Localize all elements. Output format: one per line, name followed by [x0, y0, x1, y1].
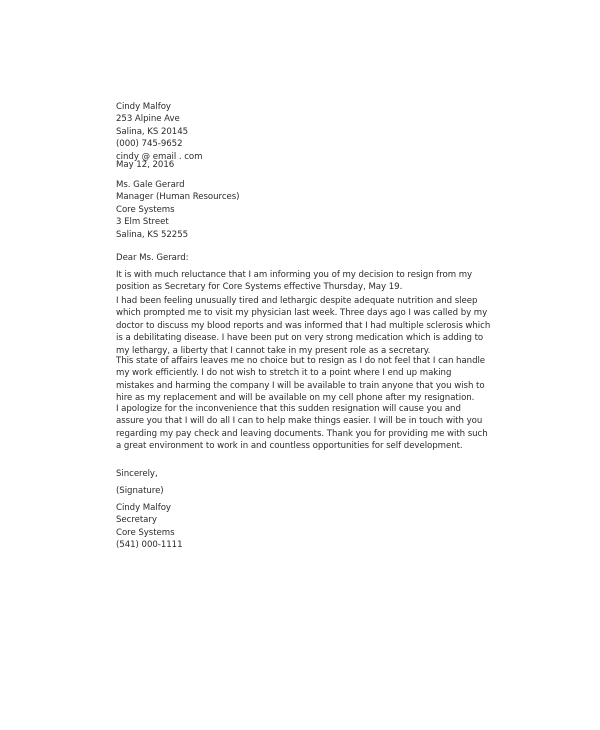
signer-title: Secretary: [116, 515, 157, 526]
salutation: Dear Ms. Gerard:: [116, 253, 189, 263]
closing: Sincerely,: [116, 469, 158, 479]
sender-address: [116, 101, 506, 163]
body-paragraph-4: I apologize for the inconvenience that this sudden resignation will cause you and assure you that I will do all I can to help make things easier. I will be in touch with you regarding my pay check and leaving documents. Thank you for providing me with such a great environment to work in and countless opportunities for self development.: [116, 404, 488, 452]
sender-email: cindy @ email . com: [116, 151, 203, 162]
recipient-title: Manager (Human Resources): [116, 192, 240, 203]
recipient-street: 3 Elm Street: [116, 217, 169, 228]
sender-phone: (000) 745-9652: [116, 139, 183, 150]
letter-date: May 12, 2016: [116, 160, 175, 170]
recipient-city: Salina, KS 52255: [116, 229, 189, 240]
recipient-address: [116, 179, 506, 241]
signer-name: Cindy Malfoy: [116, 503, 171, 513]
body-paragraph-2: I had been feeling unusually tired and lethargic despite adequate nutrition and sleep which prompted me to visit my physician last week. Three days ago I was called by my doctor to discuss my blood reports and was informed that I had multiple sclerosis which is a debilitating disease. I have been put on very strong medication which is adding to my lethargy, a liberty that I cannot take in my present role as a secretary.: [116, 296, 491, 356]
signature-placeholder: (Signature): [116, 486, 164, 496]
signer-details: [116, 502, 506, 552]
body-paragraph-3: This state of affairs leaves me no choice but to resign as I do not feel that I can handle my work efficiently. I do not wish to stretch it to a point where I end up making mistakes and harming the company I will be available to train anyone that you wish to hire as my replacement and will be available on my cell phone after my resignation.: [116, 356, 486, 404]
signer-company: Core Systems: [116, 527, 175, 538]
sender-name: Cindy Malfoy: [116, 102, 171, 112]
sender-city: Salina, KS 20145: [116, 126, 189, 137]
recipient-company: Core Systems: [116, 204, 175, 215]
sender-street: 253 Alpine Ave: [116, 114, 180, 125]
body-paragraph-1: It is with much reluctance that I am informing you of my decision to resign from my position as Secretary for Core Systems effective Thursday, May 19.: [116, 270, 473, 293]
recipient-name: Ms. Gale Gerard: [116, 180, 185, 190]
signer-phone: (541) 000-1111: [116, 540, 183, 551]
